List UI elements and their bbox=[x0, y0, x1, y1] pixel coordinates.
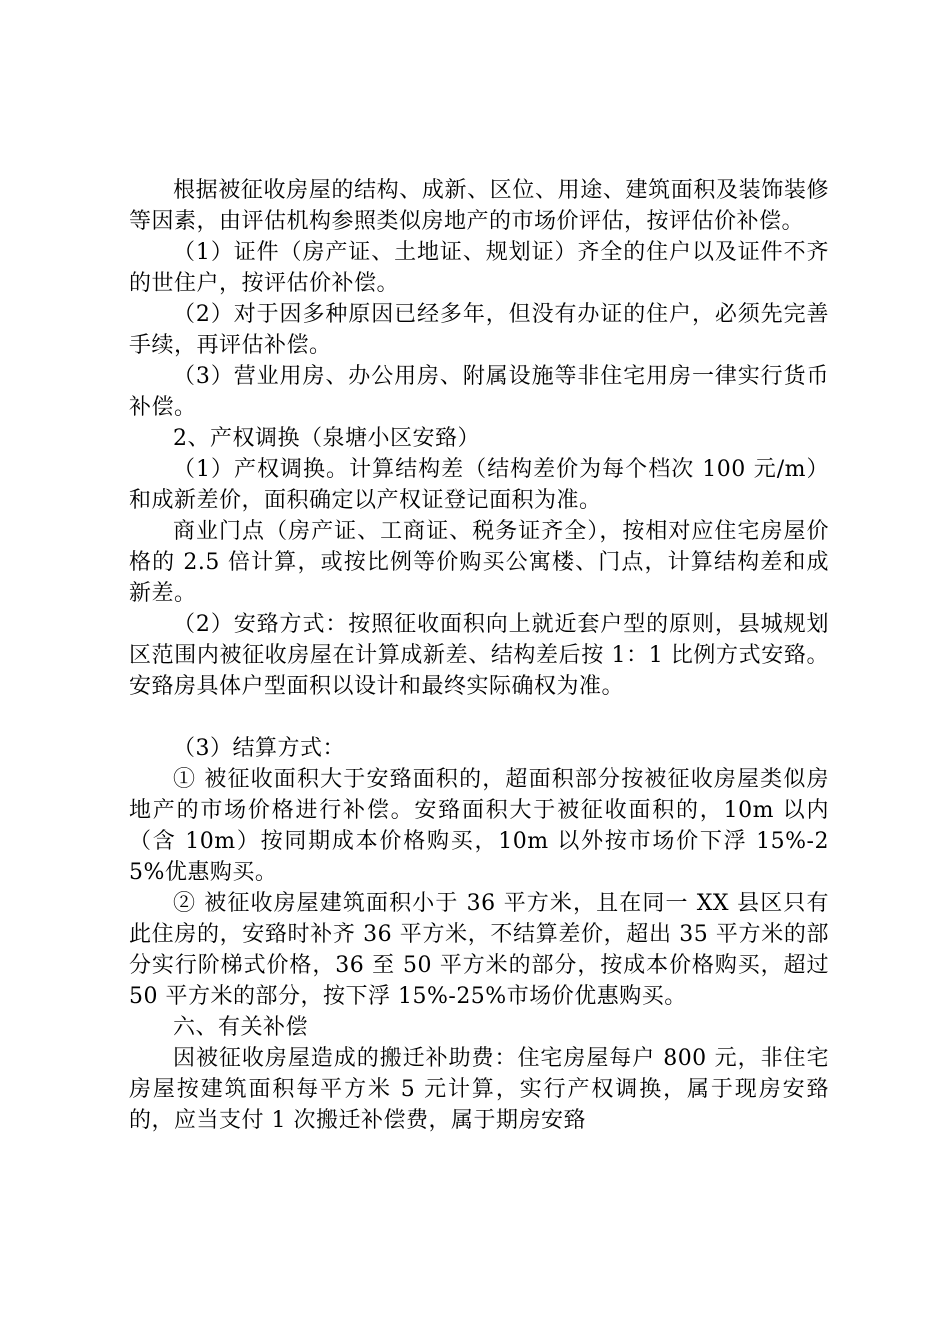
paragraph-settlement-item-1: ① 被征收面积大于安臵面积的，超面积部分按被征收房屋类似房地产的市场价格进行补偿。安臵面积大于被征收面积的，10m 以内（含 10m）按同期成本价格购买，10m 以外按市场价下浮 15%-25%优惠购买。 bbox=[129, 767, 829, 885]
heading-property-exchange: 2、产权调换（泉塘小区安臵） bbox=[173, 426, 480, 451]
heading-settlement-method: （3）结算方式： bbox=[173, 736, 345, 761]
heading-related-compensation: 六、有关补偿 bbox=[173, 1015, 309, 1040]
paragraph-settlement-item-2: ② 被征收房屋建筑面积小于 36 平方米，且在同一 XX 县区只有此住房的，安臵时补齐 36 平方米，不结算差价，超出 35 平方米的部分实行阶梯式价格，36 至 50 平方米的部分，按成本价格购买，超过 50 平方米的部分，按下浮 15%-25%市场价优惠购买。 bbox=[129, 891, 829, 1009]
paragraph-no-certificate: （2）对于因多种原因已经多年，但没有办证的住户，必须先完善手续，再评估补偿。 bbox=[129, 302, 829, 358]
paragraph-non-residential: （3）营业用房、办公用房、附属设施等非住宅用房一律实行货币补偿。 bbox=[129, 364, 829, 420]
paragraph-relocation-subsidy: 因被征收房屋造成的搬迁补助费：住宅房屋每户 800 元，非住宅房屋按建筑面积每平方米 5 元计算，实行产权调换，属于现房安臵的，应当支付 1 次搬迁补偿费，属于期房安臵 bbox=[129, 1046, 829, 1133]
paragraph-property-exchange: （1）产权调换。计算结构差（结构差价为每个档次 100 元/m）和成新差价，面积确定以产权证登记面积为准。 bbox=[129, 457, 829, 513]
paragraph-valuation-basis: 根据被征收房屋的结构、成新、区位、用途、建筑面积及装饰装修等因素，由评估机构参照类似房地产的市场价评估，按评估价补偿。 bbox=[129, 178, 829, 234]
paragraph-certificates-complete: （1）证件（房产证、土地证、规划证）齐全的住户以及证件不齐的世住户，按评估价补偿。 bbox=[129, 240, 829, 296]
paragraph-resettlement-method: （2）安臵方式：按照征收面积向上就近套户型的原则，县城规划区范围内被征收房屋在计算成新差、结构差后按 1：1 比例方式安臵。安臵房具体户型面积以设计和最终实际确权为准。 bbox=[129, 612, 829, 699]
paragraph-commercial-shops: 商业门点（房产证、工商证、税务证齐全），按相对应住宅房屋价格的 2.5 倍计算，或按比例等价购买公寓楼、门点，计算结构差和成新差。 bbox=[129, 519, 829, 606]
document-body bbox=[129, 175, 829, 1136]
